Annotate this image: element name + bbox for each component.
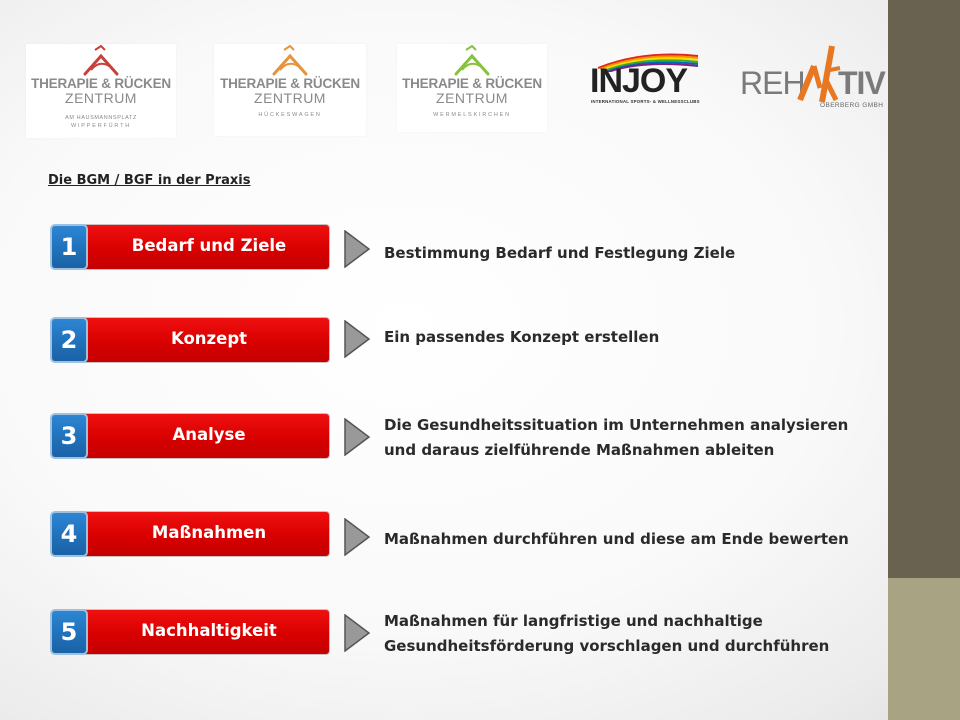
description-line: Gesundheitsförderung vorschlagen und durchführen (384, 637, 830, 655)
step-5-description (384, 609, 829, 659)
injoy-tagline: INTERNATIONAL SPORTS- & WELLNESSCLUBS (591, 99, 700, 104)
logo-title: THERAPIE & RÜCKEN (402, 76, 542, 91)
logo-location: WIPPERFÜRTH (70, 123, 132, 129)
step-label: Nachhaltigkeit (141, 621, 277, 640)
page-title: Die BGM / BGF in der Praxis (48, 173, 251, 188)
side-panel (888, 0, 960, 720)
step-label: Konzept (170, 329, 248, 348)
logo-trz-wermelskirchen (397, 44, 547, 132)
step-2 (48, 317, 330, 363)
step-3 (48, 413, 330, 459)
side-panel-accent (888, 578, 960, 720)
logo-address: AM HAUSMANNSPLATZ (65, 115, 137, 121)
logo-subtitle: ZENTRUM (254, 90, 326, 106)
description-line: Bestimmung Bedarf und Festlegung Ziele (384, 244, 736, 262)
roof-icon (71, 44, 131, 76)
description-line: und daraus zielführende Maßnahmen ableiten (384, 441, 775, 459)
step-number-badge: 3 (50, 413, 88, 459)
logo-location: HÜCKESWAGEN (258, 112, 322, 118)
chevron-right-icon (344, 320, 370, 358)
logo-trz-wipperfuerth (26, 44, 176, 138)
step-number-badge: 2 (50, 317, 88, 363)
logo-injoy (588, 50, 703, 110)
step-label: Bedarf und Ziele (131, 236, 287, 255)
description-line: Ein passendes Konzept erstellen (384, 328, 660, 346)
roof-icon (442, 44, 502, 76)
description-line: Maßnahmen durchführen und diese am Ende bewerten (384, 530, 849, 548)
step-2-description (384, 325, 659, 350)
description-line: Maßnahmen für langfristige und nachhaltige (384, 612, 763, 630)
roof-icon (260, 44, 320, 76)
step-1 (48, 224, 330, 270)
chevron-right-icon (344, 418, 370, 456)
step-4 (48, 511, 330, 557)
step-3-description (384, 413, 848, 463)
rehaktiv-wordmark-right: TIV (838, 65, 885, 101)
step-5 (48, 609, 330, 655)
logo-trz-hueckeswagen (214, 44, 366, 136)
step-number-badge: 1 (50, 224, 88, 270)
rehaktiv-wordmark-left: REH (740, 65, 805, 101)
step-number-badge: 5 (50, 609, 88, 655)
chevron-right-icon (344, 518, 370, 556)
rehaktiv-tagline: OBERBERG GMBH (820, 102, 884, 109)
description-line: Die Gesundheitssituation im Unternehmen analysieren (384, 416, 849, 434)
logo-subtitle: ZENTRUM (436, 90, 508, 106)
chevron-right-icon (344, 614, 370, 652)
injoy-wordmark: INJOY (590, 62, 688, 100)
step-label: Maßnahmen (151, 523, 267, 542)
step-1-description (384, 241, 735, 266)
logo-title: THERAPIE & RÜCKEN (220, 76, 360, 91)
step-4-description (384, 527, 849, 552)
logo-rehaktiv (738, 40, 886, 120)
logo-subtitle: ZENTRUM (65, 90, 137, 106)
step-number-badge: 4 (50, 511, 88, 557)
logo-title: THERAPIE & RÜCKEN (31, 76, 171, 91)
logo-location: WERMELSKIRCHEN (433, 112, 511, 118)
step-label: Analyse (172, 425, 246, 444)
chevron-right-icon (344, 230, 370, 268)
